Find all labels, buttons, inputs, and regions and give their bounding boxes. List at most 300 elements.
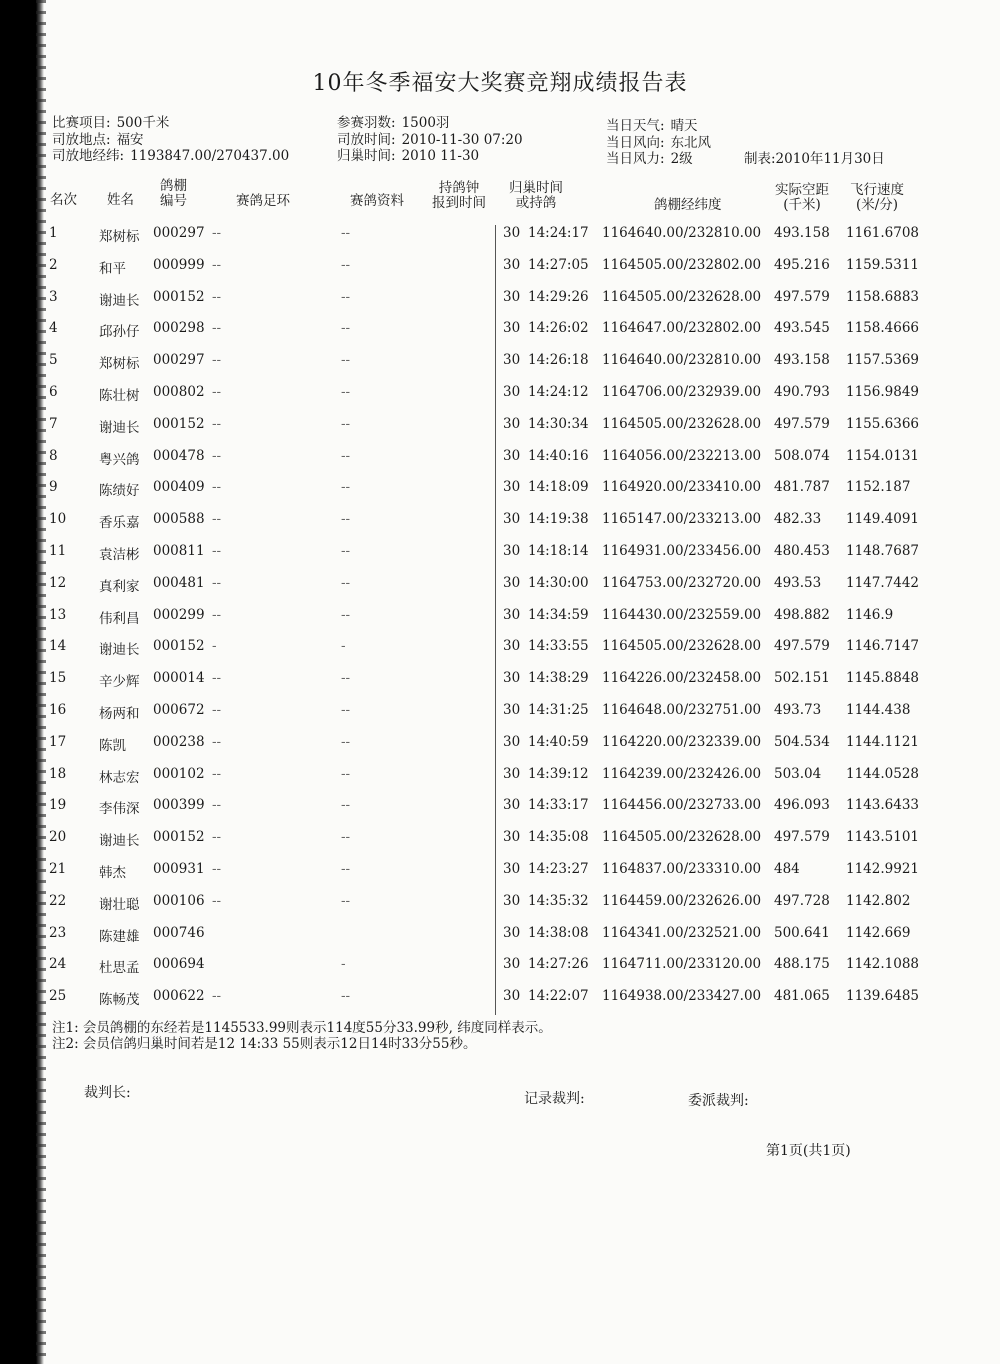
- cell-speed: 1139.6485: [846, 988, 920, 1005]
- table-row: [0, 352, 1000, 382]
- cell-rank: 1: [49, 225, 58, 241]
- cell-time: 14:40:59: [528, 733, 589, 750]
- cell-name: 袁洁彬: [99, 547, 140, 563]
- page-number: 第1页(共1页): [766, 1143, 851, 1159]
- cell-date: 30: [503, 670, 521, 687]
- cell-date: 30: [503, 384, 521, 400]
- cell-ring: -: [212, 638, 217, 655]
- cell-time: 14:31:25: [528, 702, 589, 718]
- cell-name: 韩杰: [99, 865, 126, 881]
- cell-data: --: [341, 415, 351, 432]
- cell-distance: 502.151: [774, 670, 830, 687]
- cell-time: 14:29:26: [528, 288, 589, 305]
- cell-date: 30: [503, 797, 521, 814]
- table-row: [0, 257, 1000, 287]
- cell-date: 30: [503, 288, 521, 305]
- cell-distance: 496.093: [774, 797, 830, 814]
- cell-name: 谢迪长: [99, 642, 140, 659]
- cell-time: 14:35:32: [528, 892, 589, 909]
- cell-date: 30: [503, 733, 521, 750]
- cell-time: 14:26:18: [528, 352, 589, 369]
- cell-data: --: [341, 861, 351, 877]
- cell-ring: --: [212, 511, 222, 528]
- signature-chief: 裁判长:: [84, 1085, 131, 1101]
- cell-time: 14:26:02: [528, 320, 589, 337]
- cell-ring: --: [212, 574, 222, 591]
- cell-loft-no: 000931: [153, 861, 205, 877]
- cell-speed: 1142.802: [846, 892, 911, 909]
- info-item: 司放时间: 2010-11-30 07:20: [337, 131, 523, 148]
- table-row: [0, 702, 1000, 732]
- cell-date: 30: [503, 956, 521, 973]
- table-row: [0, 384, 1000, 414]
- cell-date: 30: [503, 479, 521, 496]
- cell-ring: --: [212, 479, 222, 496]
- header-ring: 赛鸽足环: [236, 193, 290, 209]
- table-row: [0, 320, 1000, 350]
- cell-rank: 6: [49, 384, 58, 400]
- cell-distance: 493.53: [774, 574, 822, 591]
- info-item: 比赛项目: 500千米: [52, 115, 170, 131]
- cell-name: 粤兴鸽: [99, 451, 140, 468]
- cell-coords: 1164505.00/232628.00: [602, 288, 762, 305]
- cell-coords: 1164505.00/232628.00: [602, 829, 762, 846]
- cell-time: 14:24:12: [528, 384, 589, 400]
- cell-name: 香乐嘉: [99, 515, 140, 532]
- cell-data: --: [341, 702, 351, 718]
- cell-ring: --: [212, 988, 222, 1005]
- info-column-1: [52, 115, 289, 165]
- cell-time: 14:33:55: [528, 638, 589, 655]
- report-title: 10年冬季福安大奖赛竞翔成绩报告表: [312, 71, 688, 96]
- cell-ring: --: [212, 892, 222, 909]
- made-date: 制表:2010年11月30日: [744, 151, 885, 167]
- cell-ring: --: [212, 352, 222, 369]
- cell-rank: 15: [49, 670, 67, 687]
- info-item: 司放地点: 福安: [52, 131, 144, 148]
- cell-name: 杨两和: [99, 706, 140, 722]
- cell-name: 邱孙仔: [99, 324, 140, 341]
- cell-name: 陈建雄: [99, 928, 140, 945]
- cell-speed: 1158.6883: [846, 288, 920, 305]
- info-column-2: [337, 115, 523, 165]
- cell-loft-no: 000152: [153, 415, 205, 432]
- cell-coords: 1164711.00/233120.00: [602, 956, 762, 973]
- cell-data: --: [341, 256, 351, 273]
- signature-delegate: 委派裁判:: [688, 1093, 749, 1109]
- cell-data: --: [341, 574, 351, 591]
- cell-name: 伟利昌: [99, 610, 140, 627]
- cell-data: --: [341, 479, 351, 496]
- cell-date: 30: [503, 924, 521, 941]
- cell-distance: 495.216: [774, 256, 830, 273]
- cell-name: 和平: [99, 260, 126, 277]
- cell-speed: 1144.438: [846, 702, 911, 718]
- table-row: [0, 797, 1000, 827]
- cell-speed: 1149.4091: [846, 511, 920, 528]
- cell-data: -: [341, 638, 346, 655]
- cell-ring: --: [212, 415, 222, 432]
- table-row: [0, 289, 1000, 319]
- cell-data: --: [341, 670, 351, 687]
- cell-ring: --: [212, 288, 222, 305]
- cell-loft-no: 000152: [153, 638, 205, 655]
- cell-coords: 1164226.00/232458.00: [602, 670, 762, 687]
- cell-rank: 8: [49, 447, 58, 464]
- cell-ring: --: [212, 447, 222, 464]
- cell-coords: 1164505.00/232628.00: [602, 638, 762, 655]
- cell-time: 14:35:08: [528, 829, 589, 846]
- cell-speed: 1146.7147: [846, 638, 920, 655]
- cell-coords: 1164640.00/232810.00: [602, 225, 762, 241]
- info-item: 司放地经纬: 1193847.00/270437.00: [52, 148, 290, 164]
- header-loft-no: 鸽棚 编号: [160, 178, 187, 209]
- header-distance: 实际空距 (千米): [775, 182, 829, 213]
- cell-distance: 482.33: [774, 511, 822, 528]
- cell-date: 30: [503, 861, 521, 877]
- cell-date: 30: [503, 415, 521, 432]
- cell-speed: 1144.0528: [846, 765, 920, 782]
- cell-speed: 1156.9849: [846, 384, 920, 400]
- cell-distance: 480.453: [774, 543, 830, 559]
- cell-rank: 13: [49, 606, 67, 623]
- cell-name: 谢壮聪: [99, 896, 140, 913]
- cell-coords: 1164430.00/232559.00: [602, 606, 762, 623]
- cell-loft-no: 000478: [153, 447, 205, 464]
- cell-rank: 23: [49, 924, 67, 941]
- info-item: 参赛羽数: 1500羽: [337, 115, 450, 131]
- cell-coords: 1165147.00/233213.00: [602, 511, 762, 528]
- cell-coords: 1164505.00/232802.00: [602, 256, 762, 273]
- cell-time: 14:33:17: [528, 797, 589, 814]
- header-data: 赛鸽资料: [350, 193, 404, 209]
- cell-data: --: [341, 320, 351, 337]
- cell-ring: --: [212, 702, 222, 718]
- cell-rank: 19: [49, 797, 67, 814]
- cell-ring: --: [212, 861, 222, 877]
- note-2: 注2: 会员信鸽归巢时间若是12 14:33 55则表示12日14时33分55秒。: [52, 1036, 477, 1052]
- table-row: [0, 956, 1000, 986]
- cell-loft-no: 000746: [153, 924, 205, 941]
- cell-rank: 25: [49, 988, 67, 1005]
- cell-distance: 503.04: [774, 765, 822, 782]
- cell-loft-no: 000299: [153, 606, 205, 623]
- cell-loft-no: 000238: [153, 733, 205, 750]
- cell-ring: --: [212, 384, 222, 400]
- cell-speed: 1152.187: [846, 479, 911, 496]
- cell-ring: --: [212, 320, 222, 337]
- cell-speed: 1142.9921: [846, 861, 920, 877]
- cell-distance: 493.545: [774, 320, 830, 337]
- header-speed: 飞行速度 (米/分): [850, 182, 904, 213]
- cell-rank: 3: [49, 288, 58, 305]
- cell-loft-no: 000297: [153, 225, 205, 241]
- cell-time: 14:34:59: [528, 606, 589, 623]
- cell-name: 陈凯: [99, 737, 126, 754]
- cell-distance: 497.579: [774, 829, 830, 846]
- table-row: [0, 893, 1000, 923]
- cell-coords: 1164837.00/233310.00: [602, 861, 762, 877]
- cell-time: 14:39:12: [528, 765, 589, 782]
- cell-data: --: [341, 447, 351, 464]
- cell-ring: --: [212, 606, 222, 623]
- cell-time: 14:30:00: [528, 574, 589, 591]
- table-row: [0, 575, 1000, 605]
- cell-loft-no: 000102: [153, 765, 205, 782]
- cell-distance: 497.579: [774, 638, 830, 655]
- cell-time: 14:23:27: [528, 861, 589, 877]
- cell-coords: 1164220.00/232339.00: [602, 733, 762, 750]
- cell-speed: 1158.4666: [846, 320, 920, 337]
- table-row: [0, 734, 1000, 764]
- table-row: [0, 638, 1000, 668]
- cell-rank: 12: [49, 574, 67, 591]
- cell-time: 14:18:09: [528, 479, 589, 496]
- cell-ring: --: [212, 225, 222, 241]
- table-row: [0, 829, 1000, 859]
- cell-coords: 1164505.00/232628.00: [602, 415, 762, 432]
- cell-distance: 488.175: [774, 956, 830, 973]
- cell-loft-no: 000481: [153, 574, 205, 591]
- cell-distance: 493.158: [774, 225, 830, 241]
- cell-date: 30: [503, 352, 521, 369]
- cell-coords: 1164647.00/232802.00: [602, 320, 762, 337]
- cell-rank: 14: [49, 638, 67, 655]
- cell-data: --: [341, 225, 351, 241]
- table-row: [0, 511, 1000, 541]
- cell-coords: 1164640.00/232810.00: [602, 352, 762, 369]
- cell-data: --: [341, 606, 351, 623]
- cell-name: 谢迪长: [99, 833, 140, 850]
- cell-coords: 1164459.00/232626.00: [602, 892, 762, 909]
- header-coords: 鸽棚经纬度: [654, 197, 722, 213]
- cell-distance: 493.158: [774, 352, 830, 369]
- cell-data: --: [341, 543, 351, 559]
- cell-date: 30: [503, 320, 521, 337]
- cell-time: 14:18:14: [528, 543, 589, 559]
- header-name: 姓名: [107, 192, 134, 208]
- cell-rank: 7: [49, 415, 58, 432]
- cell-speed: 1145.8848: [846, 670, 920, 687]
- cell-name: 郑树标: [99, 356, 140, 373]
- cell-loft-no: 000999: [153, 256, 205, 273]
- cell-date: 30: [503, 765, 521, 782]
- cell-name: 陈绩好: [99, 483, 140, 500]
- cell-date: 30: [503, 702, 521, 718]
- table-row: [0, 543, 1000, 573]
- cell-distance: 498.882: [774, 606, 830, 623]
- cell-speed: 1159.5311: [846, 256, 920, 273]
- cell-speed: 1154.0131: [846, 447, 920, 464]
- cell-rank: 11: [49, 543, 67, 559]
- cell-name: 真利家: [99, 578, 140, 595]
- cell-rank: 2: [49, 256, 58, 273]
- cell-loft-no: 000297: [153, 352, 205, 369]
- table-row: [0, 925, 1000, 955]
- cell-speed: 1157.5369: [846, 352, 920, 369]
- cell-speed: 1144.1121: [846, 733, 920, 750]
- cell-coords: 1164753.00/232720.00: [602, 574, 762, 591]
- cell-rank: 18: [49, 765, 67, 782]
- cell-date: 30: [503, 447, 521, 464]
- cell-name: 陈畅茂: [99, 992, 140, 1009]
- cell-coords: 1164456.00/232733.00: [602, 797, 762, 814]
- cell-rank: 10: [49, 511, 67, 528]
- cell-rank: 16: [49, 702, 67, 718]
- cell-date: 30: [503, 574, 521, 591]
- info-column-3: [606, 118, 711, 168]
- cell-distance: 490.793: [774, 384, 830, 400]
- cell-loft-no: 000152: [153, 829, 205, 846]
- header-rank: 名次: [50, 192, 77, 208]
- cell-rank: 20: [49, 829, 67, 846]
- cell-distance: 497.728: [774, 892, 830, 909]
- cell-ring: --: [212, 670, 222, 687]
- cell-name: 谢迪长: [99, 292, 140, 309]
- cell-time: 14:38:08: [528, 924, 589, 941]
- cell-loft-no: 000622: [153, 988, 205, 1005]
- cell-speed: 1161.6708: [846, 225, 920, 241]
- cell-data: --: [341, 384, 351, 400]
- cell-loft-no: 000106: [153, 892, 205, 909]
- cell-time: 14:38:29: [528, 670, 589, 687]
- cell-data: --: [341, 829, 351, 846]
- cell-loft-no: 000588: [153, 511, 205, 528]
- cell-speed: 1143.6433: [846, 797, 920, 814]
- cell-data: --: [341, 765, 351, 782]
- table-row: [0, 225, 1000, 255]
- cell-date: 30: [503, 829, 521, 846]
- cell-coords: 1164920.00/233410.00: [602, 479, 762, 496]
- cell-loft-no: 000811: [153, 543, 205, 559]
- cell-rank: 21: [49, 861, 67, 877]
- cell-speed: 1142.669: [846, 924, 911, 941]
- cell-distance: 493.73: [774, 702, 822, 718]
- info-item: 当日天气: 晴天: [606, 118, 698, 134]
- cell-speed: 1146.9: [846, 606, 894, 623]
- cell-loft-no: 000672: [153, 702, 205, 718]
- cell-distance: 497.579: [774, 288, 830, 305]
- cell-date: 30: [503, 892, 521, 909]
- table-row: [0, 479, 1000, 509]
- cell-rank: 22: [49, 892, 67, 909]
- cell-loft-no: 000014: [153, 670, 205, 687]
- cell-distance: 484: [774, 861, 800, 877]
- cell-distance: 497.579: [774, 415, 830, 432]
- cell-loft-no: 000802: [153, 384, 205, 400]
- table-row: [0, 448, 1000, 478]
- cell-time: 14:27:26: [528, 956, 589, 973]
- cell-distance: 481.787: [774, 479, 830, 496]
- cell-coords: 1164938.00/233427.00: [602, 988, 762, 1005]
- cell-distance: 508.074: [774, 447, 830, 464]
- cell-loft-no: 000152: [153, 288, 205, 305]
- cell-coords: 1164239.00/232426.00: [602, 765, 762, 782]
- cell-rank: 4: [49, 320, 58, 337]
- cell-data: --: [341, 797, 351, 814]
- cell-coords: 1164931.00/233456.00: [602, 543, 762, 559]
- cell-date: 30: [503, 638, 521, 655]
- cell-data: --: [341, 988, 351, 1005]
- cell-distance: 504.534: [774, 733, 830, 750]
- cell-data: -: [341, 956, 346, 973]
- cell-time: 14:30:34: [528, 415, 589, 432]
- cell-ring: --: [212, 797, 222, 814]
- cell-date: 30: [503, 256, 521, 273]
- table-row: [0, 416, 1000, 446]
- cell-ring: --: [212, 733, 222, 750]
- cell-date: 30: [503, 988, 521, 1005]
- cell-data: --: [341, 352, 351, 369]
- table-row: [0, 670, 1000, 700]
- cell-rank: 17: [49, 733, 67, 750]
- cell-speed: 1142.1088: [846, 956, 920, 973]
- cell-time: 14:27:05: [528, 256, 589, 273]
- cell-coords: 1164056.00/232213.00: [602, 447, 762, 464]
- header-clock: 持鸽钟 报到时间: [432, 180, 486, 211]
- cell-coords: 1164706.00/232939.00: [602, 384, 762, 400]
- cell-coords: 1164341.00/232521.00: [602, 924, 762, 941]
- header-return: 归巢时间 或持鸽: [509, 180, 563, 211]
- cell-time: 14:40:16: [528, 447, 589, 464]
- cell-loft-no: 000298: [153, 320, 205, 337]
- cell-date: 30: [503, 511, 521, 528]
- info-item: 归巢时间: 2010 11-30: [337, 148, 480, 164]
- table-row: [0, 988, 1000, 1018]
- table-row: [0, 861, 1000, 891]
- cell-time: 14:24:17: [528, 225, 589, 241]
- cell-speed: 1147.7442: [846, 574, 920, 591]
- cell-name: 杜思孟: [99, 960, 140, 977]
- table-row: [0, 766, 1000, 796]
- cell-ring: --: [212, 829, 222, 846]
- cell-ring: --: [212, 543, 222, 559]
- table-row: [0, 607, 1000, 637]
- cell-data: --: [341, 733, 351, 750]
- cell-name: 李伟深: [99, 801, 140, 818]
- cell-name: 谢迪长: [99, 419, 140, 436]
- cell-rank: 9: [49, 479, 58, 496]
- cell-distance: 481.065: [774, 988, 830, 1005]
- cell-name: 陈壮树: [99, 388, 140, 404]
- note-1: 注1: 会员鸽棚的东经若是1145533.99则表示114度55分33.99秒, 纬度同样表示。: [52, 1020, 552, 1036]
- cell-name: 林志宏: [99, 769, 140, 786]
- cell-date: 30: [503, 543, 521, 559]
- cell-speed: 1143.5101: [846, 829, 920, 846]
- cell-speed: 1155.6366: [846, 415, 920, 432]
- cell-date: 30: [503, 225, 521, 241]
- cell-loft-no: 000399: [153, 797, 205, 814]
- cell-time: 14:22:07: [528, 988, 589, 1005]
- cell-time: 14:19:38: [528, 511, 589, 528]
- cell-loft-no: 000409: [153, 479, 205, 496]
- cell-rank: 24: [49, 956, 67, 973]
- cell-ring: --: [212, 256, 222, 273]
- info-item: 当日风力: 2级: [606, 151, 693, 167]
- cell-name: 辛少辉: [99, 674, 140, 691]
- cell-name: 郑树标: [99, 229, 140, 245]
- cell-loft-no: 000694: [153, 956, 205, 973]
- cell-data: --: [341, 892, 351, 909]
- cell-ring: --: [212, 765, 222, 782]
- signature-recorder: 记录裁判:: [524, 1091, 585, 1107]
- info-item: 当日风向: 东北风: [606, 134, 712, 151]
- cell-data: --: [341, 511, 351, 528]
- cell-speed: 1148.7687: [846, 543, 920, 559]
- cell-data: --: [341, 288, 351, 305]
- cell-rank: 5: [49, 352, 58, 369]
- cell-distance: 500.641: [774, 924, 830, 941]
